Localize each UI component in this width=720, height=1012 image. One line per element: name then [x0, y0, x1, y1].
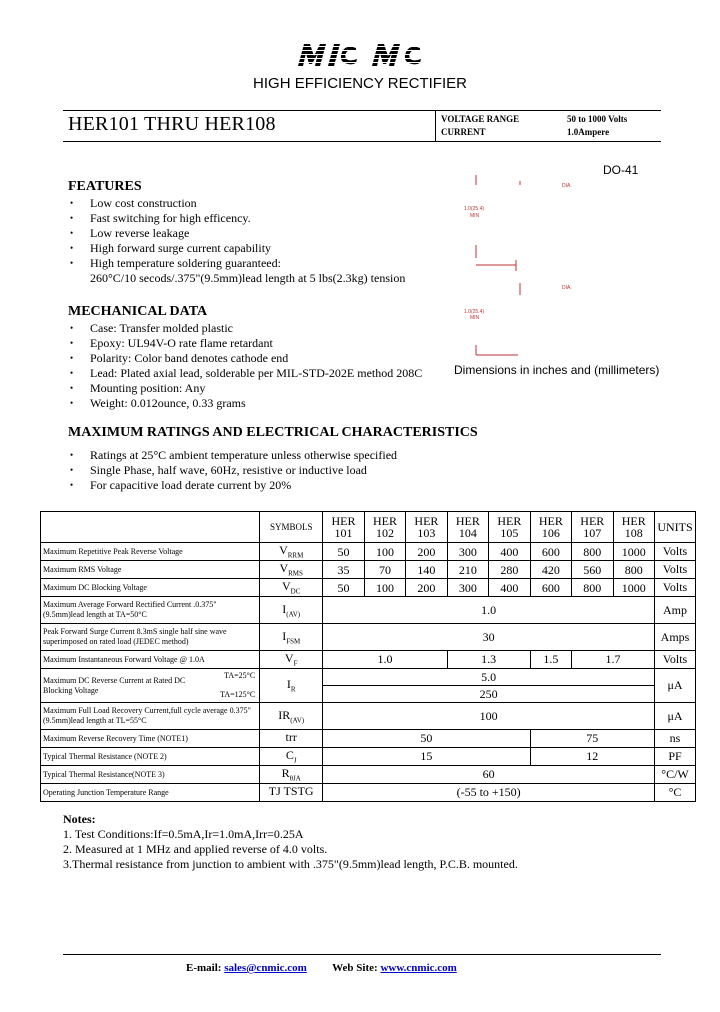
symbol-subscript: RRM [287, 551, 304, 560]
part-header [447, 512, 488, 543]
ratings-heading: MAXIMUM RATINGS AND ELECTRICAL CHARACTERISTICS [68, 425, 478, 440]
symbol-cell [260, 651, 323, 669]
symbol-cell [260, 784, 323, 802]
symbol: TJ TSTG [268, 784, 314, 799]
logo-text: MIC MC [296, 40, 300, 41]
footer-rule [63, 954, 661, 955]
header-top-rule [63, 110, 661, 111]
list-item: • Low reverse leakage [70, 226, 281, 241]
table-header-row [41, 512, 696, 543]
value-cell: 50 [323, 579, 364, 597]
list-item: • Fast switching for high efficency. [70, 211, 281, 226]
footer-contact [186, 962, 457, 974]
symbol: V [279, 543, 288, 558]
symbol-cell [260, 597, 323, 624]
value-cell: 200 [406, 579, 447, 597]
row-description: Peak Forward Surge Current 8.3mS single half sine wave superimposed on rated load (JEDEC method) [41, 624, 260, 651]
table-row [41, 651, 696, 669]
part-header [323, 512, 364, 543]
row-description: Maximum Repetitive Peak Reverse Voltage [41, 543, 260, 561]
row-description: Maximum Reverse Recovery Time (NOTE1) [41, 730, 260, 748]
unit-cell: Volts [655, 561, 696, 579]
unit-cell: Amps [655, 624, 696, 651]
row-description: Typical Thermal Resistance (NOTE 2) [41, 748, 260, 766]
part-prefix: HER [455, 514, 480, 528]
symbol-subscript: DC [290, 587, 301, 596]
symbol: V [282, 579, 291, 594]
part-header [406, 512, 447, 543]
unit-cell: Volts [655, 651, 696, 669]
list-item: • High temperature soldering guaranteed: [70, 256, 281, 271]
part-prefix: HER [538, 514, 563, 528]
part-number: 105 [500, 526, 519, 540]
dimensions-note: Dimensions in inches and (millimeters) [454, 363, 660, 377]
part-header [572, 512, 613, 543]
value-cell: 1.0 [323, 597, 655, 624]
email-label: E-mail: [186, 962, 222, 974]
unit-cell: PF [655, 748, 696, 766]
symbol-cell [260, 748, 323, 766]
unit-cell: Volts [655, 543, 696, 561]
symbol: I [286, 677, 291, 692]
value-cell: 75 [530, 730, 654, 748]
website-label: Web Site: [332, 962, 378, 974]
list-item: • Weight: 0.012ounce, 0.33 grams [70, 396, 422, 411]
note-item: 1. Test Conditions:If=0.5mA,Ir=1.0mA,Irr=0.25A [63, 827, 304, 841]
table-row [41, 766, 696, 784]
value-cell: 800 [613, 561, 654, 579]
voltage-range-label: VOLTAGE RANGE [441, 114, 520, 124]
table-row [41, 624, 696, 651]
symbol-cell [260, 703, 323, 730]
value-cell: 560 [572, 561, 613, 579]
table-row [41, 579, 696, 597]
table-row [41, 730, 696, 748]
feature-continuation: 260°C/10 secods/.375"(9.5mm)lead length at 5 lbs(2.3kg) tension [90, 271, 406, 285]
part-number: 107 [583, 526, 602, 540]
condition-ta25: TA=25°C [224, 671, 256, 680]
header-blank [41, 512, 260, 543]
condition-ta125: TA=125°C [220, 690, 256, 699]
value-cell: 15 [323, 748, 530, 766]
value-cell: 400 [489, 543, 530, 561]
website-link[interactable]: www.cnmic.com [380, 962, 457, 974]
value-cell: 400 [489, 579, 530, 597]
list-item: • Low cost construction [70, 196, 281, 211]
symbol-cell [260, 766, 323, 784]
list-item: • Lead: Plated axial lead, solderable per MIL-STD-202E method 208C [70, 366, 422, 381]
unit-cell: Volts [655, 579, 696, 597]
value-cell: 140 [406, 561, 447, 579]
list-item: • Single Phase, half wave, 60Hz, resistive or inductive load [70, 463, 397, 478]
table-row [41, 561, 696, 579]
value-cell: 35 [323, 561, 364, 579]
current-value: 1.0Ampere [567, 127, 610, 137]
row-description-text: Maximum DC Reverse Current at Rated DC Blocking Voltage [43, 675, 186, 695]
ratings-table [40, 511, 696, 802]
table-row [41, 669, 696, 686]
list-item: • Mounting position: Any [70, 381, 422, 396]
part-title: HER101 THRU HER108 [68, 113, 276, 135]
value-cell: 1000 [613, 579, 654, 597]
package-outline-drawing [440, 165, 600, 360]
value-cell: 100 [323, 703, 655, 730]
part-prefix: HER [580, 514, 605, 528]
voltage-range-value: 50 to 1000 Volts [567, 114, 628, 124]
notes [63, 812, 518, 872]
symbol-cell [260, 669, 323, 703]
symbol: I [282, 628, 287, 643]
row-description: Maximum Instantaneous Forward Voltage @ 1.0A [41, 651, 260, 669]
row-description: Operating Junction Temperature Range [41, 784, 260, 802]
symbol: V [284, 651, 294, 666]
dim-label: MIN [470, 315, 480, 321]
value-cell: 800 [572, 543, 613, 561]
notes-title: Notes: [63, 812, 96, 826]
symbol-subscript: (AV) [286, 610, 301, 619]
dim-label: DIA. [562, 183, 572, 189]
current-label: CURRENT [441, 127, 486, 137]
list-item: • Polarity: Color band denotes cathode end [70, 351, 422, 366]
part-header [530, 512, 571, 543]
part-number: 106 [541, 526, 560, 540]
table-row [41, 543, 696, 561]
dim-label: 1.0(25.4) [464, 206, 485, 212]
mechanical-heading: MECHANICAL DATA [68, 304, 208, 319]
symbol: trr [285, 730, 297, 745]
value-cell: (-55 to +150) [323, 784, 655, 802]
value-cell: 200 [406, 543, 447, 561]
symbol: R [281, 766, 290, 781]
value-cell: 280 [489, 561, 530, 579]
value-cell: 100 [364, 579, 405, 597]
value-cell: 50 [323, 543, 364, 561]
value-cell: 50 [323, 730, 530, 748]
table-row [41, 597, 696, 624]
package-name: DO-41 [603, 163, 639, 177]
part-header [364, 512, 405, 543]
dim-label: DIA. [562, 285, 572, 291]
symbol-cell [260, 624, 323, 651]
email-link[interactable]: sales@cnmic.com [224, 962, 307, 974]
units-header: UNITS [655, 512, 696, 543]
row-description: Maximum DC Blocking Voltage [41, 579, 260, 597]
unit-cell: °C [655, 784, 696, 802]
table-row [41, 784, 696, 802]
dim-label: MIN [470, 213, 480, 219]
unit-cell: ns [655, 730, 696, 748]
value-cell: 1.0 [323, 651, 447, 669]
symbol: C [285, 748, 294, 763]
symbol-cell [260, 730, 323, 748]
value-cell: 600 [530, 579, 571, 597]
value-cell: 1.7 [572, 651, 655, 669]
value-cell: 60 [323, 766, 655, 784]
part-number: 102 [375, 526, 394, 540]
value-cell: 300 [447, 543, 488, 561]
table-row [41, 748, 696, 766]
row-description: Typical Thermal Resistance(NOTE 3) [41, 766, 260, 784]
list-item: • High forward surge current capability [70, 241, 281, 256]
value-cell: 1000 [613, 543, 654, 561]
symbol-cell [260, 543, 323, 561]
header-bottom-rule [63, 141, 661, 142]
part-prefix: HER [414, 514, 439, 528]
value-cell: 300 [447, 579, 488, 597]
company-logo [296, 40, 440, 68]
value-cell: 800 [572, 579, 613, 597]
part-number: 101 [334, 526, 353, 540]
unit-cell: μA [655, 703, 696, 730]
value-cell: 1.5 [530, 651, 571, 669]
header-divider [435, 110, 436, 141]
list-item: • For capacitive load derate current by 20% [70, 478, 397, 493]
features-list [70, 196, 281, 271]
value-cell: 5.0 [323, 669, 655, 686]
part-number: 108 [624, 526, 643, 540]
ratings-list [70, 448, 397, 493]
list-item: • Ratings at 25°C ambient temperature unless otherwise specified [70, 448, 397, 463]
symbol-subscript: θJA [289, 774, 301, 783]
row-description [41, 669, 260, 703]
symbols-header: SYMBOLS [260, 512, 323, 543]
value-cell: 100 [364, 543, 405, 561]
symbol-subscript: RMS [288, 569, 303, 578]
symbol-cell [260, 561, 323, 579]
part-prefix: HER [372, 514, 397, 528]
note-item: 2. Measured at 1 MHz and applied reverse of 4.0 volts. [63, 842, 328, 856]
part-prefix: HER [497, 514, 522, 528]
note-item: 3.Thermal resistance from junction to ambient with .375"(9.5mm)lead length, P.C.B. mounted. [63, 857, 518, 871]
symbol-subscript: J [293, 756, 297, 765]
symbol: IR [278, 707, 291, 722]
row-description: Maximum Full Load Recovery Current,full cycle average 0.375"(9.5mm)lead length at TL=55°C [41, 703, 260, 730]
symbol-subscript: FSM [286, 637, 301, 646]
value-cell: 250 [323, 686, 655, 703]
unit-cell: μA [655, 669, 696, 703]
list-item: • Epoxy: UL94V-O rate flame retardant [70, 336, 422, 351]
unit-cell: Amp [655, 597, 696, 624]
row-description: Maximum Average Forward Rectified Current .0.375"(9.5mm)lead length at TA=50°C [41, 597, 260, 624]
dim-label: 1.0(25.4) [464, 309, 485, 315]
value-cell: 210 [447, 561, 488, 579]
table-row [41, 703, 696, 730]
list-item: • Case: Transfer molded plastic [70, 321, 422, 336]
row-description: Maximum RMS Voltage [41, 561, 260, 579]
value-cell: 420 [530, 561, 571, 579]
part-number: 103 [417, 526, 436, 540]
value-cell: 600 [530, 543, 571, 561]
value-cell: 70 [364, 561, 405, 579]
unit-cell: °C/W [655, 766, 696, 784]
symbol: V [279, 561, 289, 576]
features-heading: FEATURES [68, 179, 142, 194]
symbol-subscript: F [293, 659, 298, 668]
symbol-subscript: R [290, 685, 296, 694]
symbol: I [282, 601, 287, 616]
symbol-cell [260, 579, 323, 597]
part-header [613, 512, 654, 543]
part-prefix: HER [621, 514, 646, 528]
part-header [489, 512, 530, 543]
symbol-subscript: (AV) [290, 716, 305, 725]
value-cell: 12 [530, 748, 654, 766]
part-number: 104 [458, 526, 477, 540]
value-cell: 1.3 [447, 651, 530, 669]
part-prefix: HER [331, 514, 356, 528]
mechanical-list [70, 321, 422, 411]
product-subtitle: HIGH EFFICIENCY RECTIFIER [253, 75, 467, 92]
value-cell: 30 [323, 624, 655, 651]
